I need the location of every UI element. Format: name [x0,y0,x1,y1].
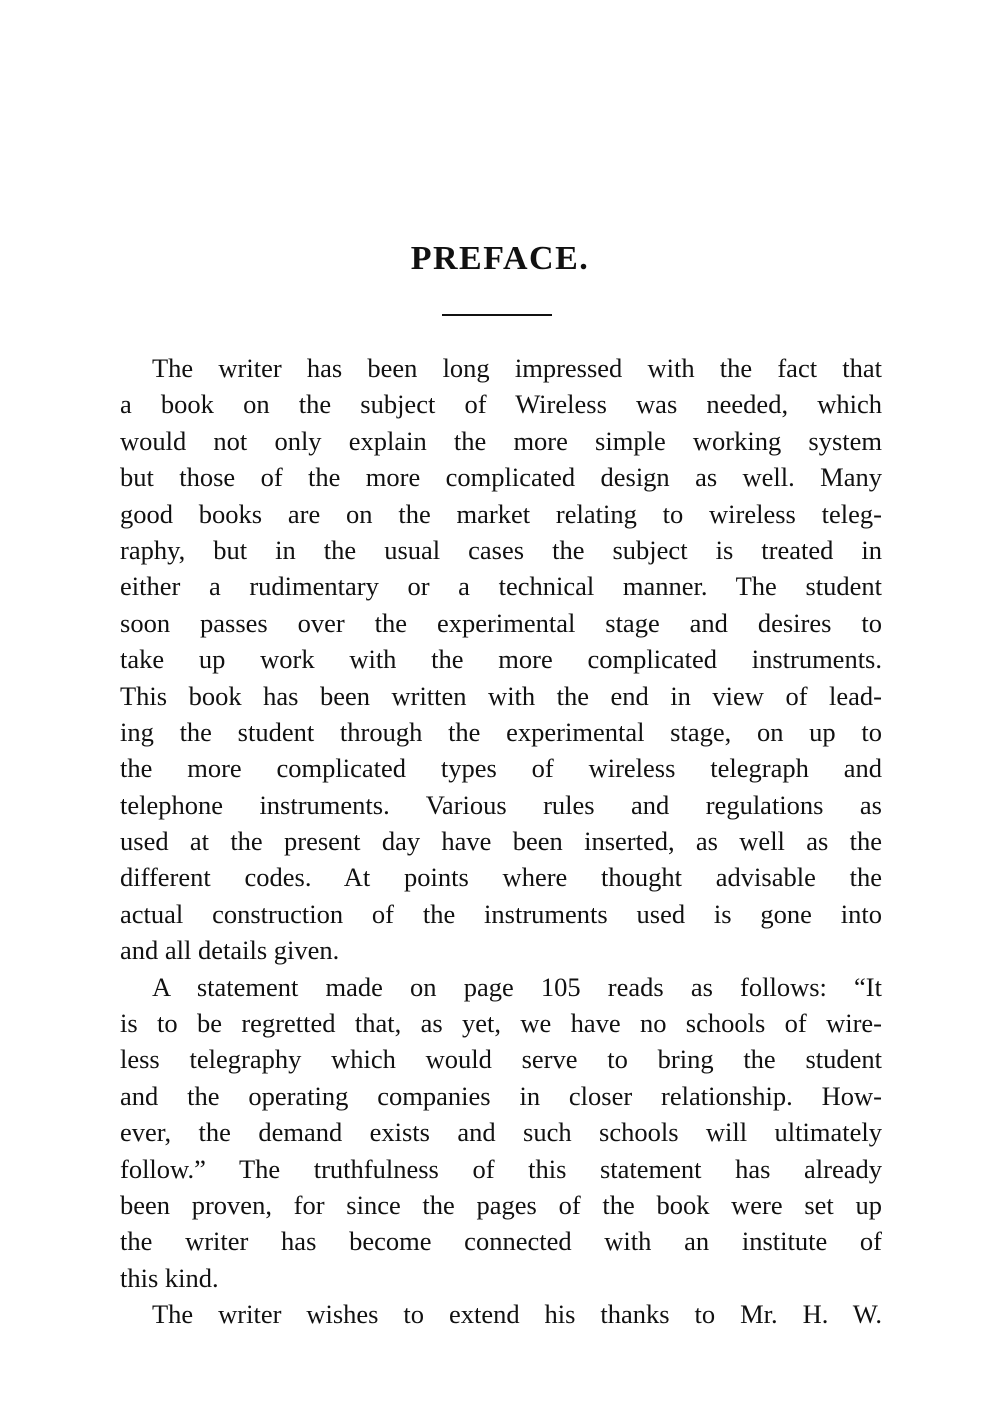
text-line: and all details given. [120,935,340,966]
text-line: but those of the more complicated design as well. Many [120,462,882,493]
text-line: telephone instruments. Various rules and regulations as [120,789,882,820]
text-line: A statement made on page 105 reads as follows: “It [152,971,882,1002]
text-line: soon passes over the experimental stage and desires to [120,607,882,638]
text-line: used at the present day have been inserted, as well as the [120,826,882,857]
text-line: a book on the subject of Wireless was needed, which [120,389,882,420]
page-title: PREFACE. [410,240,590,277]
text-line: ever, the demand exists and such schools will ultimately [120,1117,882,1148]
title-rule [442,314,552,316]
paragraph-1 [120,350,882,969]
text-line: actual construction of the instruments used is gone into [120,898,882,929]
text-line: the more complicated types of wireless telegraph and [120,753,882,784]
paragraph-2 [120,969,882,1297]
text-line: less telegraphy which would serve to bring the student [120,1044,882,1075]
text-line: the writer has become connected with an institute of [120,1226,882,1257]
preface-text [120,350,882,1333]
text-line: is to be regretted that, as yet, we have no schools of wire- [120,1008,882,1039]
text-line: raphy, but in the usual cases the subject is treated in [120,534,882,565]
text-line: would not only explain the more simple working system [120,425,882,456]
text-line: different codes. At points where thought advisable the [120,862,882,893]
text-line: ing the student through the experimental stage, on up to [120,716,882,747]
text-line: and the operating companies in closer relationship. How- [120,1080,882,1111]
paragraph-3 [120,1296,882,1332]
text-line: either a rudimentary or a technical manner. The student [120,571,882,602]
text-line: follow.” The truthfulness of this statement has already [120,1153,882,1184]
text-line: The writer wishes to extend his thanks to Mr. H. W. [152,1299,882,1330]
text-line: The writer has been long impressed with the fact that [152,353,882,383]
text-line: this kind. [120,1262,219,1293]
text-line: good books are on the market relating to wireless teleg- [120,498,882,529]
text-line: take up work with the more complicated instruments. [120,644,882,675]
text-line: been proven, for since the pages of the book were set up [120,1189,882,1220]
text-line: This book has been written with the end in view of lead- [120,680,882,711]
